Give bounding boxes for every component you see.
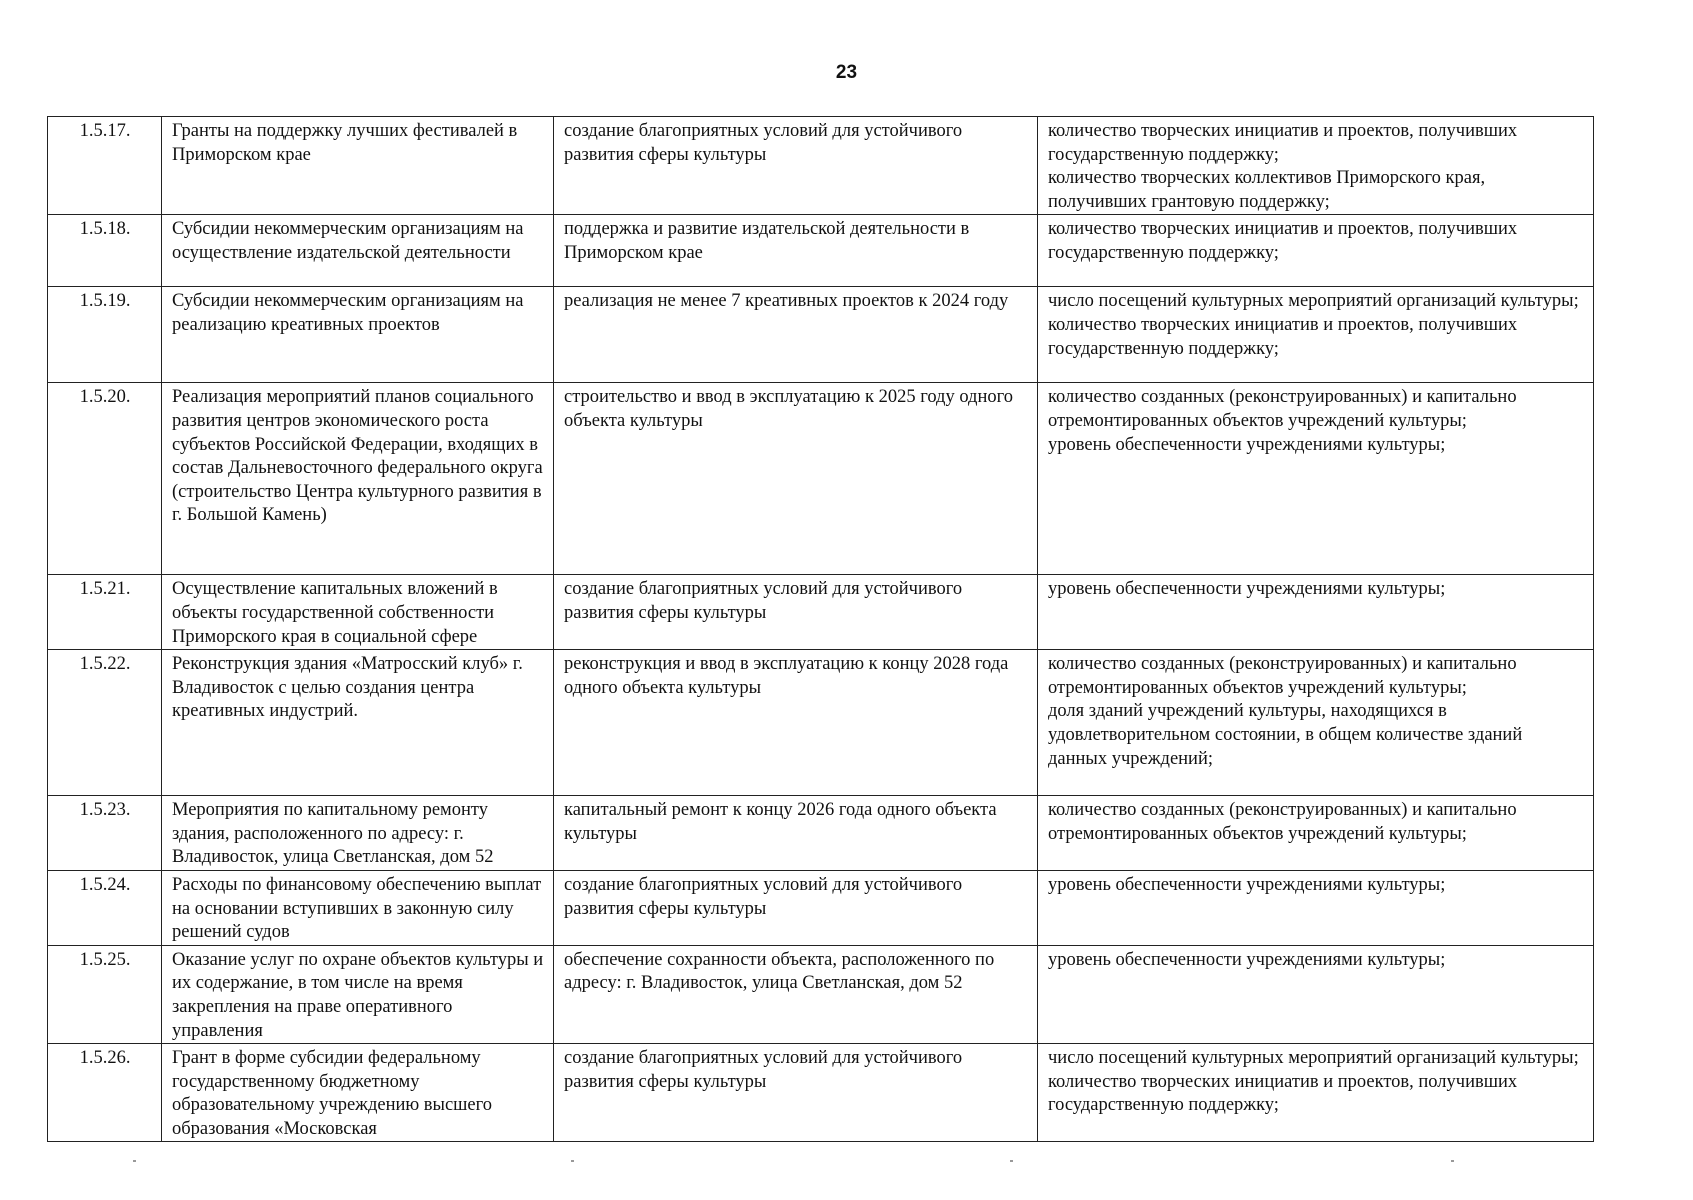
indicators-cell [1038,870,1594,945]
indicator: число посещений культурных мероприятий организаций культуры; [1048,1048,1579,1069]
indicator: уровень обеспеченности учреждениями культуры; [1048,579,1446,600]
indicator: количество творческих инициатив и проектов, получивших государственную поддержку; [1048,219,1518,263]
indicator: количество творческих инициатив и проектов, получивших государственную поддержку; [1048,1071,1518,1116]
measure-name: Субсидии некоммерческим организациям на осуществление издательской деятельности [162,215,554,287]
indicators-cell [1038,117,1594,215]
row-number: 1.5.24. [48,870,162,945]
expected-result: создание благоприятных условий для устойчивого развития сферы культуры [554,575,1038,650]
indicators-cell [1038,287,1594,383]
indicator: количество созданных (реконструированных) и капитально отремонтированных объектов учреждений культуры; [1048,800,1517,844]
row-number: 1.5.18. [48,215,162,287]
indicators-cell [1038,1044,1594,1142]
table-row [48,383,1594,575]
row-number: 1.5.19. [48,287,162,383]
row-number: 1.5.22. [48,650,162,796]
table-row [48,575,1594,650]
measure-name: Осуществление капитальных вложений в объекты государственной собственности Приморского края в социальной сфере [162,575,554,650]
row-number: 1.5.20. [48,383,162,575]
scan-artifacts [0,1160,1693,1164]
indicator: количество созданных (реконструированных) и капитально отремонтированных объектов учреждений культуры; [1048,387,1517,431]
table-row [48,117,1594,215]
row-number: 1.5.21. [48,575,162,650]
indicators-cell [1038,796,1594,871]
indicator: доля зданий учреждений культуры, находящихся в удовлетворительном состоянии, в общем количестве зданий данных учреждений; [1048,701,1523,769]
measure-name: Реализация мероприятий планов социального развития центров экономического роста субъектов Российской Федерации, входящих в состав Дальневосточного федерального округа (строительство Центра культурного развития в г. Большой Камень) [162,383,554,575]
measure-name: Расходы по финансовому обеспечению выплат на основании вступивших в законную силу решений судов [162,870,554,945]
row-number: 1.5.25. [48,945,162,1043]
expected-result: создание благоприятных условий для устойчивого развития сферы культуры [554,1044,1038,1142]
measure-name: Гранты на поддержку лучших фестивалей в Приморском крае [162,117,554,215]
table-row [48,1044,1594,1142]
measure-name: Оказание услуг по охране объектов культуры и их содержание, в том числе на время закрепления на праве оперативного управления [162,945,554,1043]
indicator: количество творческих инициатив и проектов, получивших государственную поддержку; [1048,121,1518,165]
indicators-cell [1038,215,1594,287]
scan-dot [1451,1160,1454,1162]
expected-result: обеспечение сохранности объекта, расположенного по адресу: г. Владивосток, улица Светланская, дом 52 [554,945,1038,1043]
scan-dot [133,1160,136,1162]
table-row [48,945,1594,1043]
measure-name: Субсидии некоммерческим организациям на реализацию креативных проектов [162,287,554,383]
measure-name: Грант в форме субсидии федеральному государственному бюджетному образовательному учреждению высшего образования «Московская [162,1044,554,1142]
indicator: количество творческих инициатив и проектов, получивших государственную поддержку; [1048,314,1518,359]
measures-table-body [48,117,1594,1142]
page-number: 23 [835,62,858,83]
measure-name: Мероприятия по капитальному ремонту здания, расположенного по адресу: г. Владивосток, улица Светланская, дом 52 [162,796,554,871]
measures-table [47,116,1594,1142]
indicator: уровень обеспеченности учреждениями культуры; [1048,434,1446,455]
indicator: количество творческих коллективов Приморского края, получивших грантовую поддержку; [1048,168,1486,212]
row-number: 1.5.17. [48,117,162,215]
indicators-cell [1038,945,1594,1043]
table-row [48,287,1594,383]
table-row [48,215,1594,287]
scan-dot [1010,1160,1013,1162]
expected-result: поддержка и развитие издательской деятельности в Приморском крае [554,215,1038,287]
expected-result: создание благоприятных условий для устойчивого развития сферы культуры [554,117,1038,215]
measure-name: Реконструкция здания «Матросский клуб» г. Владивосток с целью создания центра креативных индустрий. [162,650,554,796]
expected-result: реконструкция и ввод в эксплуатацию к концу 2028 года одного объекта культуры [554,650,1038,796]
indicators-cell [1038,383,1594,575]
indicator: уровень обеспеченности учреждениями культуры; [1048,874,1446,895]
indicators-cell [1038,575,1594,650]
table-row [48,650,1594,796]
scan-dot [571,1160,574,1162]
expected-result: создание благоприятных условий для устойчивого развития сферы культуры [554,870,1038,945]
expected-result: строительство и ввод в эксплуатацию к 2025 году одного объекта культуры [554,383,1038,575]
row-number: 1.5.26. [48,1044,162,1142]
row-number: 1.5.23. [48,796,162,871]
expected-result: капитальный ремонт к концу 2026 года одного объекта культуры [554,796,1038,871]
indicator: уровень обеспеченности учреждениями культуры; [1048,949,1446,970]
indicator: количество созданных (реконструированных) и капитально отремонтированных объектов учреждений культуры; [1048,654,1517,698]
table-row [48,796,1594,871]
indicators-cell [1038,650,1594,796]
indicator: число посещений культурных мероприятий организаций культуры; [1048,291,1579,312]
table-row [48,870,1594,945]
expected-result: реализация не менее 7 креативных проектов к 2024 году [554,287,1038,383]
